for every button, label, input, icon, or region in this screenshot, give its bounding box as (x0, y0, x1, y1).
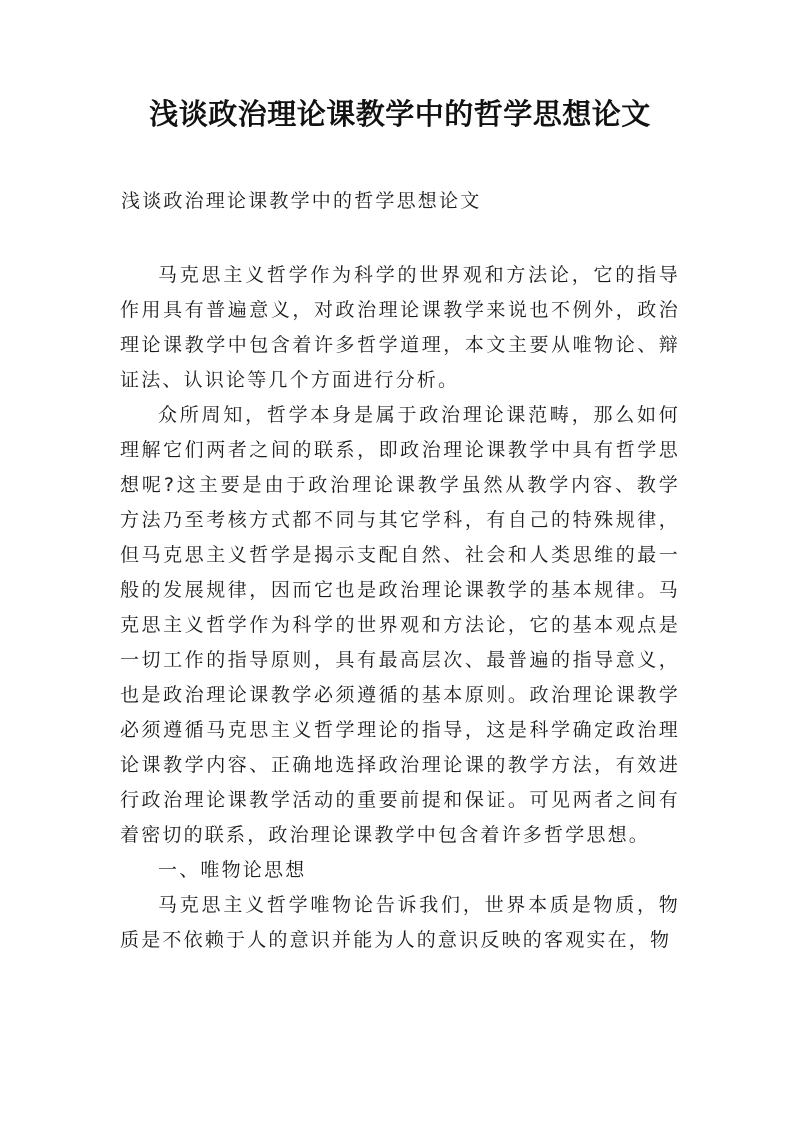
paragraph-intro: 马克思主义哲学作为科学的世界观和方法论，它的指导作用具有普遍意义，对政治理论课教学来说也不例外，政治理论课教学中包含着许多哲学道理，本文主要从唯物论、辩证法、认识论等几个方面进行分析。 (120, 264, 680, 391)
document-title: 浅谈政治理论课教学中的哲学思想论文 (149, 97, 651, 131)
paragraph-materialism: 马克思主义哲学唯物论告诉我们，世界本质是物质，物质是不依赖于人的意识并能为人的意识反映的客观实在，物 (120, 894, 680, 951)
paragraph-relationship: 众所周知，哲学本身是属于政治理论课范畴，那么如何理解它们两者之间的联系，即政治理论课教学中具有哲学思想呢?这主要是由于政治理论课教学虽然从教学内容、教学方法乃至考核方式都不同与其它学科，有自己的特殊规律，但马克思主义哲学是揭示支配自然、社会和人类思维的最一般的发展规律，因而它也是政治理论课教学的基本规律。马克思主义哲学作为科学的世界观和方法论，它的基本观点是一切工作的指导原则，具有最高层次、最普遍的指导意义，也是政治理论课教学必须遵循的基本原则。政治理论课教学必须遵循马克思主义哲学理论的指导，这是科学确定政治理论课教学内容、正确地选择政治理论课的教学方法，有效进行政治理论课教学活动的重要前提和保证。可见两者之间有着密切的联系，政治理论课教学中包含着许多哲学思想。 (120, 404, 680, 846)
section-heading-materialism: 一、唯物论思想 (158, 859, 307, 881)
document-body (120, 258, 680, 958)
document-subtitle: 浅谈政治理论课教学中的哲学思想论文 (121, 190, 482, 212)
